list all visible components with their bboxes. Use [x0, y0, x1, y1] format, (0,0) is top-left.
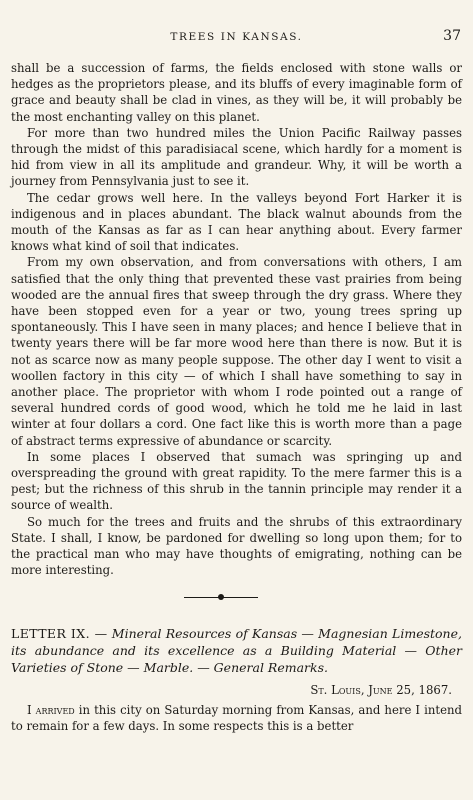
page-number: 37: [443, 28, 461, 44]
divider-ornament: [218, 594, 224, 600]
paragraph: From my own observation, and from conversations with others, I am satisfied that the only thing that prevented these vast prairies from being wooded are the annual fires that sweep through the dry grass. Where they have been stopped even for a year or two, young trees spring up spontaneously. This I have seen in many places; and hence I believe that in twenty years there will be far more wood here than there is now. But it is not as scarce now as many people suppose. The other day I went to visit a woollen factory in this city — of which I shall have something to say in another place. The proprietor with whom I rode pointed out a range of several hundred cords of good wood, which he told me he laid in last winter at four dollars a cord. One fact like this is worth more than a page of abstract terms expressive of abundance or scarcity.: [11, 255, 462, 448]
running-title: TREES IN KANSAS.: [170, 31, 303, 43]
paragraph: The cedar grows well here. In the valleys beyond Fort Harker it is indigenous and in places abundant. The black walnut abounds from the mouth of the Kansas as far as I can hear anything about. Every farmer knows what kind of soil that indicates.: [11, 190, 462, 254]
letter-summary: Mineral Resources of Kansas — Magnesian Limestone, its abundance and its excellence as a Building Material — Other Varieties of Stone — Marble. — General Remarks.: [11, 625, 462, 675]
letter-number: LETTER IX. —: [11, 625, 108, 641]
letter-dateline: St. Louis, June 25, 1867.: [310, 682, 452, 697]
page-body: [11, 60, 462, 734]
paragraph: In some places I observed that sumach was springing up and overspreading the ground with great rapidity. To the mere farmer this is a pest; but the richness of this shrub in the tannin principle may render it a source of wealth.: [11, 449, 462, 513]
letter-heading: [11, 625, 462, 676]
letter-opening-paragraph: [11, 702, 462, 734]
section-divider: [11, 579, 462, 613]
paragraph: So much for the trees and fruits and the shrubs of this extraordinary State. I shall, I know, be pardoned for dwelling so long upon them; for to the practical man who may have thoughts of emigrating, nothing can be more interesting.: [11, 514, 462, 578]
opening-text: in this city on Saturday morning from Kansas, and here I intend to remain for a few days. In some respects this is a better: [11, 702, 462, 733]
paragraph: For more than two hundred miles the Union Pacific Railway passes through the midst of this paradisiacal scene, which hardly for a moment is hid from view in all its amplitude and grandeur. Why, it will be worth a journey from Pennsylvania just to see it.: [11, 125, 462, 189]
paragraph: shall be a succession of farms, the fields enclosed with stone walls or hedges as the proprietors please, and its bluffs of every imaginable form of grace and beauty shall be clad in vines, as they will be, it will probably be the most enchanting valley on this planet.: [11, 61, 462, 124]
opening-small-caps: I arrived: [27, 702, 75, 717]
page-header: [0, 28, 473, 48]
